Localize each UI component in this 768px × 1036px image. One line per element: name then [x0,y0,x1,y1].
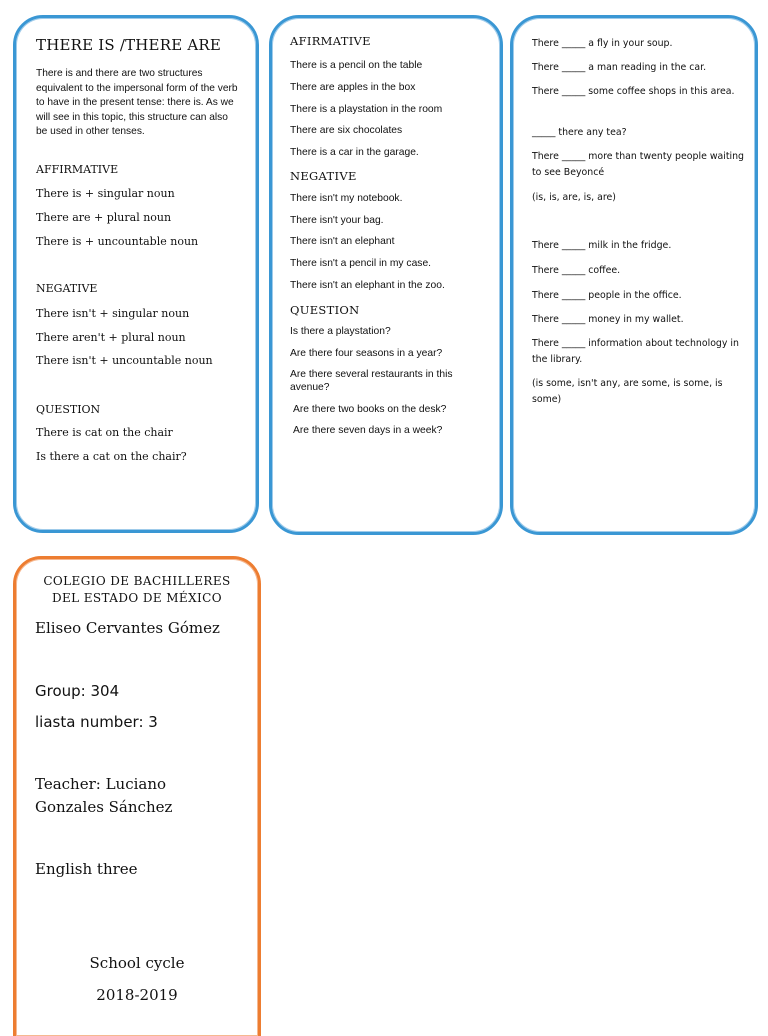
list-item: Is there a playstation? [290,326,391,337]
exercise-item: There _____ coffee. [532,265,621,276]
list-item: Are there seven days in a week? [293,425,443,436]
list-item: Are there several restaurants in this avenue? [290,369,453,393]
exercises-card [510,15,758,535]
list-item: There aren't + plural noun [36,331,186,344]
negative-heading: NEGATIVE [36,282,98,295]
card-title: THERE IS /THERE ARE [36,36,221,54]
list-item: There isn't an elephant in the zoo. [290,280,445,291]
exercise-item: There _____ some coffee shops in this area. [532,86,735,97]
question-heading: QUESTION [290,303,360,317]
teacher: Gonzales Sánchez [35,798,173,816]
school-name: DEL ESTADO DE MÉXICO [52,591,222,605]
school-name: COLEGIO DE BACHILLERES [43,574,231,588]
list-item: There is a pencil on the table [290,60,423,71]
list-number: liasta number: 3 [35,713,158,731]
exercise-item: _____ there any tea? [532,127,627,138]
answer-key: (is, is, are, is, are) [532,192,616,203]
exercise-item: There _____ money in my wallet. [532,314,684,325]
exercise-item: There _____ more than twenty people waiting to see Beyoncé [532,151,745,178]
school-cycle-label: School cycle [89,954,185,972]
list-item: Are there four seasons in a year? [290,348,443,359]
answer-key: (is some, isn't any, are some, is some, is some) [532,378,723,405]
list-item: Is there a cat on the chair? [36,450,187,463]
list-item: There isn't an elephant [290,236,395,247]
list-item: There is + singular noun [36,187,175,200]
list-item: There is a car in the garage. [290,147,419,158]
subject: English three [35,860,138,878]
affirmative-heading: AFIRMATIVE [290,34,371,48]
student-name: Eliseo Cervantes Gómez [35,619,220,637]
list-item: There isn't + uncountable noun [36,354,213,367]
question-heading: QUESTION [36,403,101,416]
group: Group: 304 [35,682,120,700]
list-item: There is cat on the chair [36,426,173,439]
list-item: There are six chocolates [290,125,403,136]
list-item: There is + uncountable noun [36,235,199,248]
teacher: Teacher: Luciano [35,775,167,793]
list-item: There isn't my notebook. [290,193,403,204]
school-cycle-years: 2018-2019 [96,986,178,1004]
examples-card [269,15,503,535]
list-item: There are apples in the box [290,82,416,93]
list-item: There isn't a pencil in my case. [290,258,432,269]
intro-paragraph: There is and there are two structures equivalent to the impersonal form of the verb to have in the present tense: there is. As we will see in this topic, this structure can also be used in other tenses. [36,68,238,138]
list-item: There is a playstation in the room [290,104,443,115]
exercise-item: There _____ people in the office. [532,290,682,301]
affirmative-heading: AFFIRMATIVE [36,163,119,176]
list-item: There isn't + singular noun [36,307,190,320]
list-item: Are there two books on the desk? [293,404,447,415]
list-item: There isn't your bag. [290,215,384,226]
cover-card [13,556,261,1036]
exercise-item: There _____ a fly in your soup. [532,38,673,49]
exercise-item: There _____ a man reading in the car. [532,62,707,73]
exercise-item: There _____ milk in the fridge. [532,240,672,251]
negative-heading: NEGATIVE [290,169,357,183]
theory-card [13,15,259,533]
exercise-item: There _____ information about technology in the library. [532,338,739,365]
list-item: There are + plural noun [36,211,172,224]
